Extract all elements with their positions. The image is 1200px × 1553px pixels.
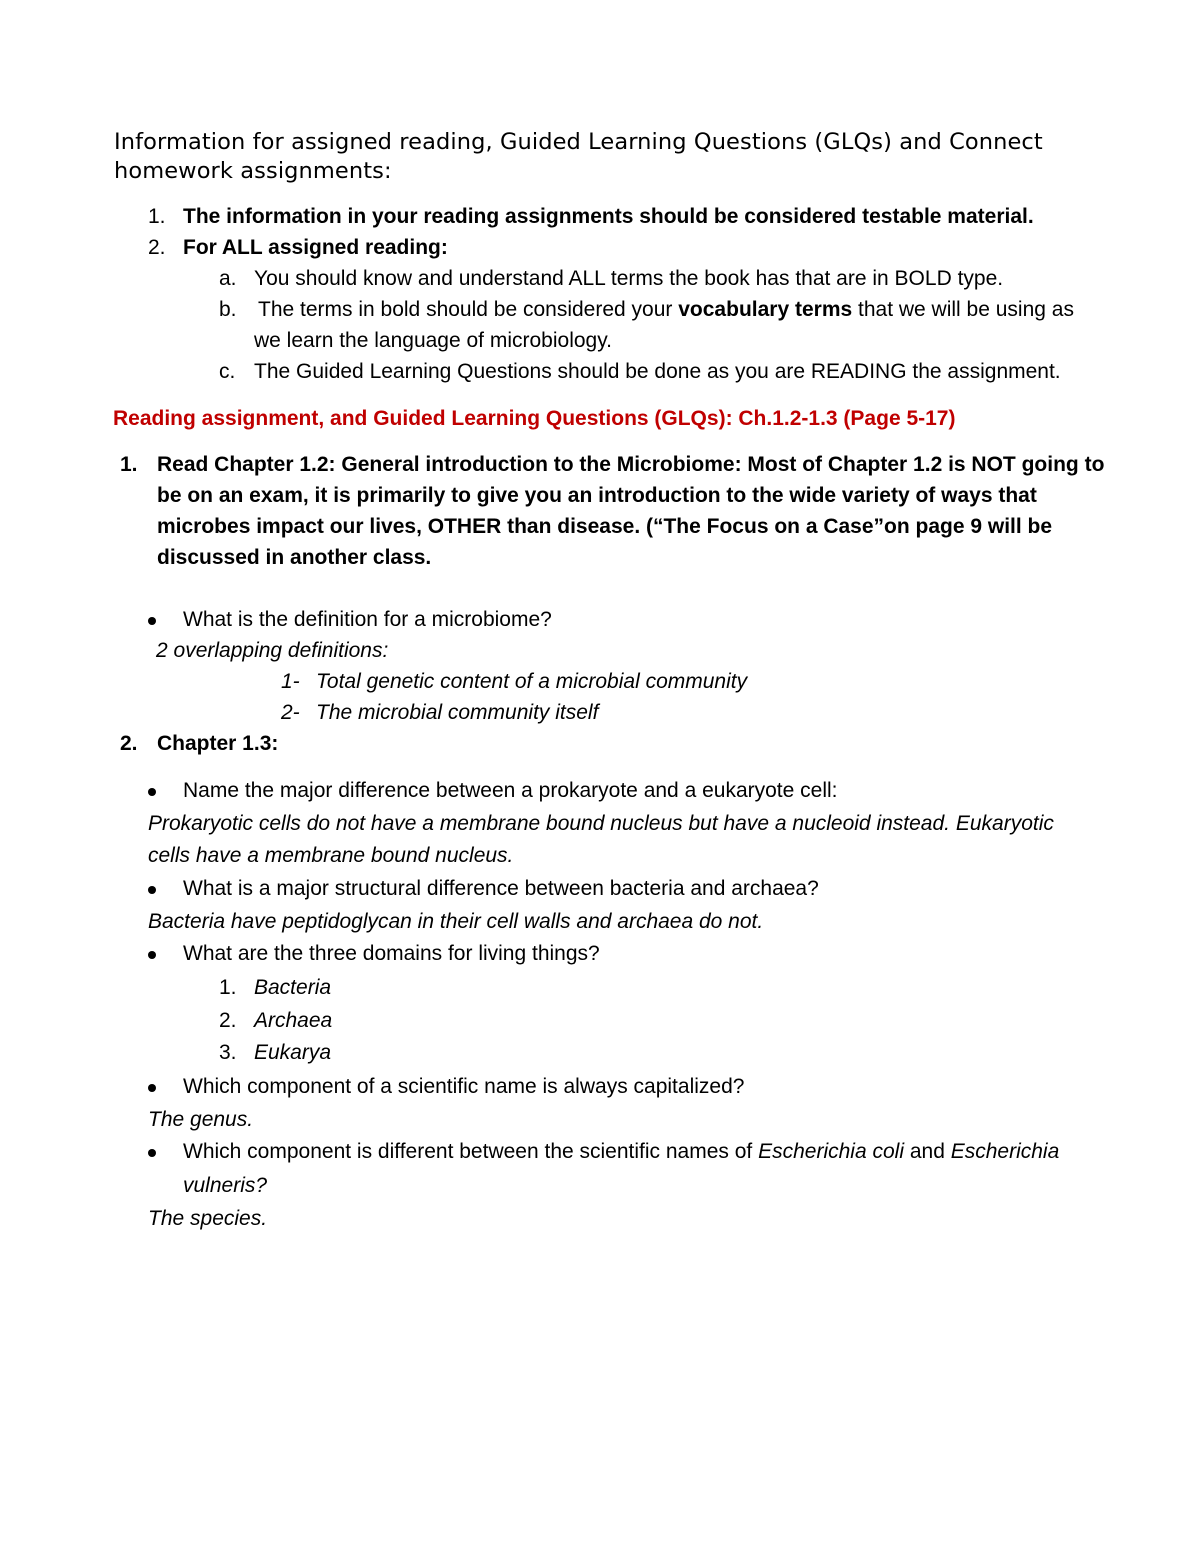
escherichia: Escherichia — [950, 1140, 1060, 1163]
info-item-2: For ALL assigned reading: — [183, 236, 448, 259]
question-three-domains: What are the three domains for living things? — [183, 942, 600, 965]
answer-bacteria-archaea: Bacteria have peptidoglycan in their cell walls and archaea do not. — [148, 910, 764, 933]
domain-2-number: 2. — [219, 1009, 237, 1032]
section-1-line-3: microbes impact our lives, OTHER than disease. (“The Focus on a Case”on page 9 will be — [157, 515, 1053, 538]
question-escherichia-line-1 — [183, 1138, 1059, 1166]
answer-microbiome-2: The microbial community itself — [316, 701, 599, 724]
bullet-icon — [148, 886, 156, 894]
section-1-number: 1. — [120, 453, 138, 476]
domain-3-number: 3. — [219, 1041, 237, 1064]
question-escherichia-line-2: vulneris? — [183, 1174, 268, 1197]
domain-2: Archaea — [254, 1009, 333, 1032]
answer-prokaryote-line-2: cells have a membrane bound nucleus. — [148, 844, 514, 867]
question-escherichia-mid: and — [904, 1140, 951, 1163]
answer-prokaryote-line-1: Prokaryotic cells do not have a membrane bound nucleus but have a nucleoid instead. Eukaryotic — [148, 812, 1054, 835]
domain-3: Eukarya — [254, 1041, 332, 1064]
info-sub-a: You should know and understand ALL terms the book has that are in BOLD type. — [254, 267, 1004, 290]
info-item-1-number: 1. — [148, 205, 166, 228]
question-microbiome: What is the definition for a microbiome? — [183, 608, 552, 631]
bullet-icon — [148, 1084, 156, 1092]
escherichia-coli: Escherichia coli — [758, 1140, 904, 1163]
section-2-number: 2. — [120, 732, 138, 755]
doc-title-line-2: homework assignments: — [114, 158, 392, 184]
info-sub-a-marker: a. — [219, 267, 237, 290]
info-sub-c-marker: c. — [219, 360, 236, 383]
bullet-icon — [148, 951, 156, 959]
info-sub-b-post: that we will be using as — [852, 298, 1074, 321]
answer-microbiome-1-marker: 1- — [281, 670, 300, 693]
question-bacteria-archaea: What is a major structural difference between bacteria and archaea? — [183, 877, 819, 900]
answer-microbiome-1: Total genetic content of a microbial community — [316, 670, 748, 693]
domain-1: Bacteria — [254, 976, 332, 999]
section-2-heading: Chapter 1.3: — [157, 732, 279, 755]
domain-1-number: 1. — [219, 976, 237, 999]
section-heading: Reading assignment, and Guided Learning Questions (GLQs): Ch.1.2-1.3 (Page 5-17) — [113, 407, 956, 430]
info-item-2-number: 2. — [148, 236, 166, 259]
info-sub-b-marker: b. — [219, 298, 237, 321]
doc-title-line-1: Information for assigned reading, Guided Learning Questions (GLQs) and Connect — [114, 129, 1043, 155]
info-sub-b-pre: The terms in bold should be considered your — [258, 298, 679, 321]
bullet-icon — [148, 617, 156, 625]
vocabulary-terms-bold: vocabulary terms — [678, 298, 853, 321]
section-1-line-1: Read Chapter 1.2: General introduction to the Microbiome: Most of Chapter 1.2 is NOT going to — [157, 453, 1105, 476]
question-escherichia-pre: Which component is different between the scientific names of — [183, 1140, 759, 1163]
section-1-line-4: discussed in another class. — [157, 546, 432, 569]
bullet-icon — [148, 788, 156, 796]
question-scientific-name: Which component of a scientific name is always capitalized? — [183, 1075, 745, 1098]
answer-escherichia: The species. — [148, 1207, 268, 1230]
answer-microbiome-2-marker: 2- — [281, 701, 300, 724]
info-item-1: The information in your reading assignments should be considered testable material. — [183, 205, 1034, 228]
bullet-icon — [148, 1149, 156, 1157]
info-sub-b-line-2: we learn the language of microbiology. — [254, 329, 612, 352]
info-sub-b-line-1 — [258, 296, 1074, 324]
section-1-line-2: be on an exam, it is primarily to give you an introduction to the wide variety of ways that — [157, 484, 1037, 507]
question-prokaryote-eukaryote: Name the major difference between a prokaryote and a eukaryote cell: — [183, 779, 838, 802]
answer-scientific-name: The genus. — [148, 1108, 254, 1131]
answer-microbiome-intro: 2 overlapping definitions: — [156, 639, 389, 662]
info-sub-c: The Guided Learning Questions should be done as you are READING the assignment. — [254, 360, 1061, 383]
